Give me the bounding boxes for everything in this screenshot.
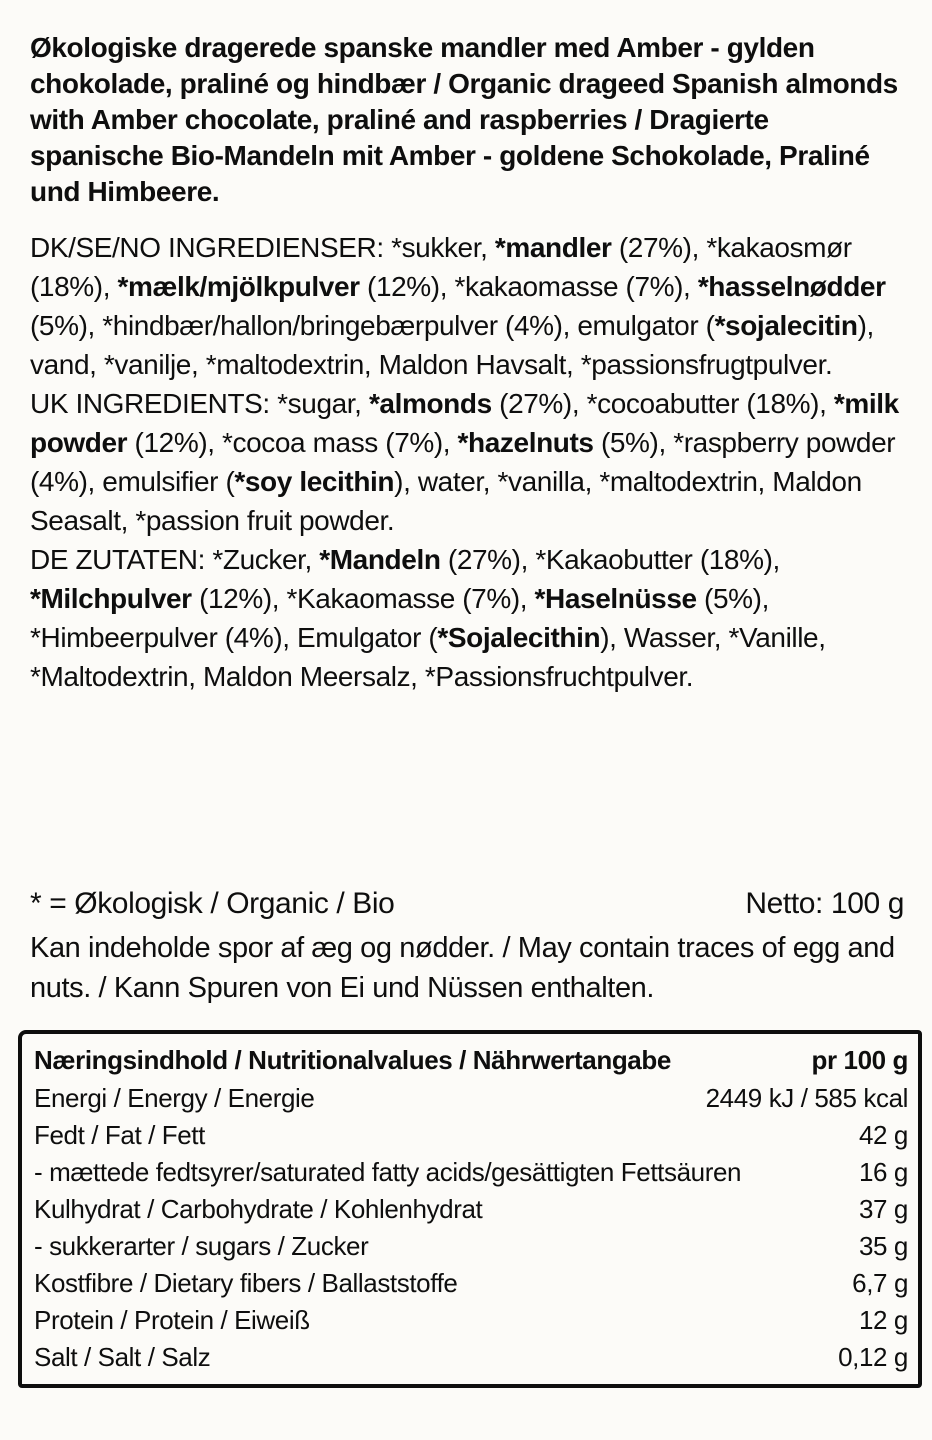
nutrition-row-value: 42 g [858,1120,908,1150]
nutrition-row-fat [34,1117,908,1154]
product-title: Økologiske dragerede spanske mandler med Amber - gylden chokolade, praliné og hindbær / Organic drageed Spanish almonds with Amber chocolate, praliné and raspberries / Dragierte spanische Bio-Mandeln mit Amber - goldene Schokolade, Praliné und Himbeere. [30,32,898,207]
nutrition-row-saturated-fat [34,1154,908,1191]
nutrition-row-value: 6,7 g [852,1268,908,1298]
nutrition-row-value: 37 g [858,1194,908,1224]
nutrition-row-value: 12 g [858,1305,908,1335]
nutrition-row-protein [34,1302,908,1339]
ingredients-de: DE ZUTATEN: *Zucker, *Mandeln (27%), *Kakaobutter (18%), *Milchpulver (12%), *Kakaomasse (7%), *Haselnüsse (5%), *Himbeerpulver (4%), Emulgator (*Sojalecithin), Wasser, *Vanille, *Maltodextrin, Maldon Meersalz, *Passionsfruchtpulver. [30,544,826,692]
nutrition-row-label: Kulhydrat / Carbohydrate / Kohlenhydrat [34,1194,483,1224]
nutrition-row-energy [34,1080,908,1117]
nutrition-row-fiber [34,1265,908,1302]
net-weight: Netto: 100 g [745,887,904,920]
nutrition-row-label: Salt / Salt / Salz [34,1342,211,1372]
nutrition-row-value: 35 g [858,1231,908,1261]
nutrition-row-label: Energi / Energy / Energie [34,1083,315,1113]
nutrition-header-row [34,1040,908,1080]
nutrition-row-carbohydrate [34,1191,908,1228]
nutrition-row-label: - mættede fedtsyrer/saturated fatty acids/gesättigten Fettsäuren [34,1157,742,1187]
nutrition-table [18,1030,922,1388]
nutrition-row-label: Kostfibre / Dietary fibers / Ballaststoffe [34,1268,458,1298]
nutrition-row-label: - sukkerarter / sugars / Zucker [34,1231,369,1261]
nutrition-row-sugars [34,1228,908,1265]
ingredients-dk-se-no: DK/SE/NO INGREDIENSER: *sukker, *mandler (27%), *kakaosmør (18%), *mælk/mjölkpulver (12%), *kakaomasse (7%), *hasselnødder (5%), *hindbær/hallon/bringebærpulver (4%), emulgator (*sojalecitin), vand, *vanilje, *maltodextrin, Maldon Havsalt, *passionsfrugtpulver. [30,232,886,380]
nutrition-row-value: 16 g [858,1157,908,1187]
allergen-note: Kan indeholde spor af æg og nødder. / May contain traces of egg and nuts. / Kann Spuren von Ei und Nüssen enthalten. [30,932,895,1004]
nutrition-header-unit: pr 100 g [811,1045,908,1075]
nutrition-row-salt [34,1339,908,1376]
ingredients-uk: UK INGREDIENTS: *sugar, *almonds (27%), *cocoabutter (18%), *milk powder (12%), *cocoa mass (7%), *hazelnuts (5%), *raspberry powder (4%), emulsifier (*soy lecithin), water, *vanilla, *maltodextrin, Maldon Seasalt, *passion fruit powder. [30,388,899,536]
organic-legend: * = Økologisk / Organic / Bio [30,887,395,920]
nutrition-row-value: 0,12 g [838,1342,908,1372]
nutrition-row-label: Fedt / Fat / Fett [34,1120,205,1150]
nutrition-row-label: Protein / Protein / Eiweiß [34,1305,310,1335]
ingredients-block [30,228,904,696]
nutrition-header-label: Næringsindhold / Nutritionalvalues / Nährwertangabe [34,1045,671,1075]
nutrition-row-value: 2449 kJ / 585 kcal [705,1083,908,1113]
organic-netto-row [30,884,904,924]
